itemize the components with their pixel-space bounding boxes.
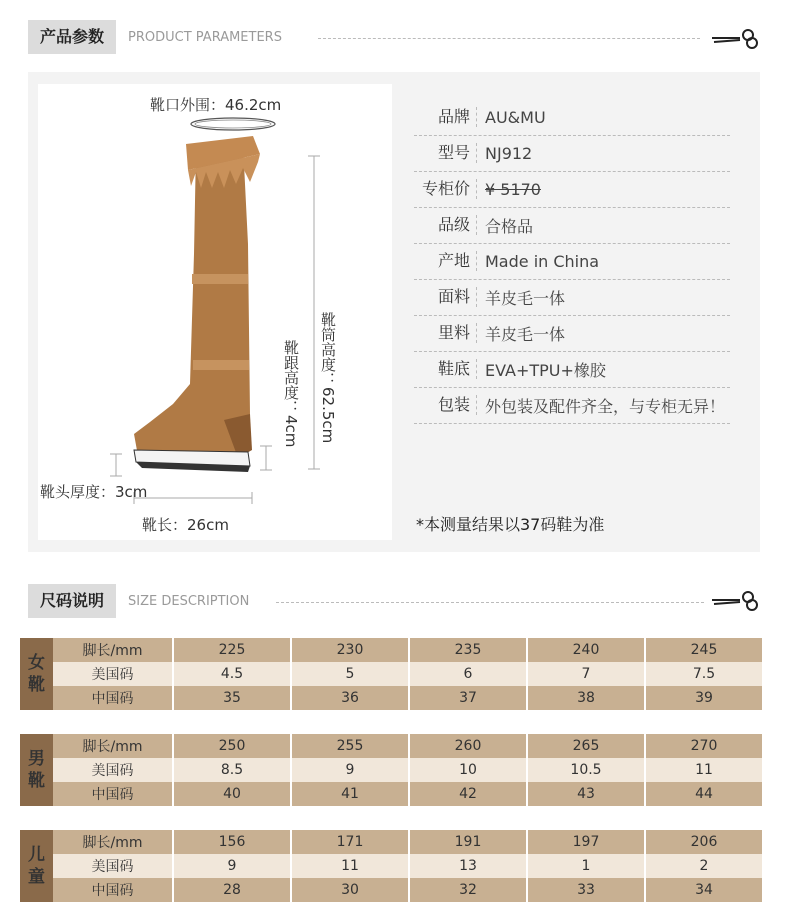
cell: 34 (645, 878, 762, 902)
cell: 191 (409, 830, 527, 854)
cell: 1 (527, 854, 645, 878)
table-row (20, 662, 762, 686)
param-row-lining (414, 315, 730, 352)
dim-length: 靴长：26cm (142, 516, 229, 534)
dim-heel-height: 靴跟高度：4cm (282, 340, 300, 448)
param-value: 羊皮毛一体 (485, 324, 566, 344)
cell: 4.5 (173, 662, 291, 686)
param-value: AU&MU (485, 107, 546, 127)
param-row-origin (414, 243, 730, 280)
param-row-price (414, 171, 730, 208)
param-value: 羊皮毛一体 (485, 288, 566, 308)
cell: 260 (409, 734, 527, 758)
cell: 9 (173, 854, 291, 878)
size-table (20, 638, 762, 902)
param-label: 包装 (414, 395, 477, 415)
params-section-subtitle: PRODUCT PARAMETERS (128, 29, 282, 45)
dim-toe-thickness: 靴头厚度：3cm (40, 483, 148, 501)
params-section-header (28, 20, 282, 54)
cell: 7.5 (645, 662, 762, 686)
cell: 13 (409, 854, 527, 878)
row-label: 美国码 (53, 662, 173, 686)
cell: 36 (291, 686, 409, 710)
scissors-icon (710, 590, 760, 612)
cell: 32 (409, 878, 527, 902)
row-label: 脚长/mm (53, 830, 173, 854)
cell: 230 (291, 638, 409, 662)
boot-image-panel (38, 84, 392, 540)
param-value: 外包装及配件齐全，与专柜无异！ (485, 396, 726, 416)
cell: 6 (409, 662, 527, 686)
row-label: 中国码 (53, 782, 173, 806)
scissors-icon (710, 28, 760, 50)
param-row-model (414, 135, 730, 172)
param-value: Made in China (485, 251, 600, 271)
param-label: 专柜价 (414, 179, 477, 199)
cell: 10 (409, 758, 527, 782)
size-section-header (28, 584, 249, 618)
param-value: ¥ 5170 (485, 179, 541, 199)
param-label: 品牌 (414, 107, 477, 127)
divider (276, 602, 704, 603)
table-row (20, 686, 762, 710)
cell: 156 (173, 830, 291, 854)
cell: 11 (291, 854, 409, 878)
cell: 7 (527, 662, 645, 686)
boot-illustration (38, 84, 392, 540)
cell: 35 (173, 686, 291, 710)
cell: 40 (173, 782, 291, 806)
param-row-fabric (414, 279, 730, 316)
cell: 240 (527, 638, 645, 662)
table-row (20, 734, 762, 758)
param-row-brand (414, 99, 730, 136)
divider (318, 38, 700, 39)
size-section-title: 尺码说明 (28, 584, 116, 618)
param-label: 品级 (414, 215, 477, 235)
params-section-title: 产品参数 (28, 20, 116, 54)
cell: 2 (645, 854, 762, 878)
cell: 197 (527, 830, 645, 854)
cell: 38 (527, 686, 645, 710)
cell: 37 (409, 686, 527, 710)
cell: 8.5 (173, 758, 291, 782)
cell: 9 (291, 758, 409, 782)
cell: 245 (645, 638, 762, 662)
param-label: 型号 (414, 143, 477, 163)
row-label: 美国码 (53, 758, 173, 782)
row-label: 中国码 (53, 878, 173, 902)
group-label-women: 女靴 (20, 638, 53, 710)
cell: 39 (645, 686, 762, 710)
cell: 44 (645, 782, 762, 806)
param-row-grade (414, 207, 730, 244)
cell: 225 (173, 638, 291, 662)
param-value: 合格品 (485, 216, 534, 236)
cell: 206 (645, 830, 762, 854)
param-value: NJ912 (485, 143, 533, 163)
cell: 250 (173, 734, 291, 758)
table-row (20, 854, 762, 878)
param-label: 鞋底 (414, 359, 477, 379)
row-label: 中国码 (53, 686, 173, 710)
param-value: EVA+TPU+橡胶 (485, 360, 606, 380)
cell: 28 (173, 878, 291, 902)
cell: 171 (291, 830, 409, 854)
param-row-sole (414, 351, 730, 388)
row-label: 脚长/mm (53, 638, 173, 662)
table-row (20, 782, 762, 806)
table-row (20, 878, 762, 902)
cell: 265 (527, 734, 645, 758)
table-row (20, 758, 762, 782)
cell: 5 (291, 662, 409, 686)
param-row-package (414, 387, 730, 424)
cell: 11 (645, 758, 762, 782)
param-label: 面料 (414, 287, 477, 307)
cell: 10.5 (527, 758, 645, 782)
cell: 42 (409, 782, 527, 806)
group-label-men: 男靴 (20, 734, 53, 806)
row-label: 脚长/mm (53, 734, 173, 758)
cell: 30 (291, 878, 409, 902)
table-row (20, 638, 762, 662)
cell: 270 (645, 734, 762, 758)
cell: 43 (527, 782, 645, 806)
cell: 33 (527, 878, 645, 902)
cell: 235 (409, 638, 527, 662)
measurement-note: *本测量结果以37码鞋为准 (416, 515, 605, 534)
size-section-subtitle: SIZE DESCRIPTION (128, 593, 250, 609)
dim-shaft-height: 靴筒高度：62.5cm (319, 312, 337, 444)
group-label-kids: 儿童 (20, 830, 53, 902)
table-row (20, 830, 762, 854)
row-label: 美国码 (53, 854, 173, 878)
cell: 255 (291, 734, 409, 758)
param-label: 里料 (414, 323, 477, 343)
dim-opening: 靴口外围：46.2cm (150, 96, 282, 114)
param-label: 产地 (414, 251, 477, 271)
cell: 41 (291, 782, 409, 806)
